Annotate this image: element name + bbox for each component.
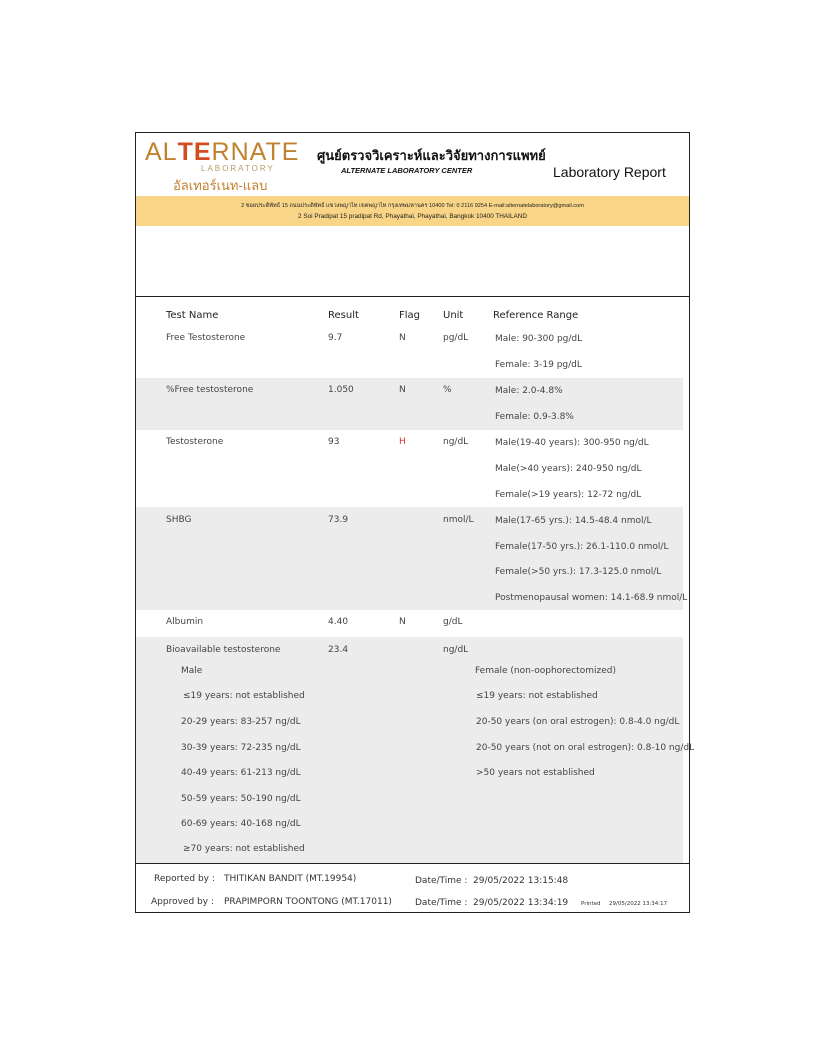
test-name: Bioavailable testosterone [166, 645, 281, 655]
male-reference-item: ≤19 years: not established [183, 691, 305, 701]
table-row [136, 610, 683, 637]
reference-range-item: Female(>50 yrs.): 17.3-125.0 nmol/L [495, 567, 662, 577]
reference-range-item: Female: 3-19 pg/dL [495, 360, 582, 370]
test-flag-high: H [399, 437, 406, 447]
test-name: %Free testosterone [166, 385, 254, 395]
male-reference-item: 30-39 years: 72-235 ng/dL [181, 743, 301, 753]
reported-by-name: THITIKAN BANDIT (MT.19954) [224, 874, 357, 884]
reference-range-item: Male(17-65 yrs.): 14.5-48.4 nmol/L [495, 516, 652, 526]
test-flag: N [399, 617, 406, 627]
female-reference-item: >50 years not established [476, 768, 595, 778]
female-reference-item: ≤19 years: not established [476, 691, 598, 701]
approved-by-label: Approved by : [151, 897, 214, 907]
table-row [136, 378, 683, 430]
test-flag: N [399, 333, 406, 343]
table-row [136, 325, 683, 377]
test-unit: pg/dL [443, 333, 469, 343]
male-reference-item: 20-29 years: 83-257 ng/dL [181, 717, 301, 727]
test-flag: N [399, 385, 406, 395]
printed-label: Printed [581, 901, 601, 907]
column-reference-range: Reference Range [493, 310, 579, 321]
reference-range-item: Male: 90-300 pg/dL [495, 334, 583, 344]
female-reference-item: 20-50 years (not on oral estrogen): 0.8-10 ng/dL [476, 743, 695, 753]
reference-range-item: Female: 0.9-3.8% [495, 412, 574, 422]
male-reference-item: ≥70 years: not established [183, 844, 305, 854]
test-result: 23.4 [328, 645, 349, 655]
male-reference-title: Male [181, 666, 203, 676]
address-band [136, 196, 689, 226]
test-unit: % [443, 385, 452, 395]
logo-subtitle: LABORATORY [201, 164, 275, 173]
report-footer [136, 863, 689, 914]
report-header [136, 133, 689, 297]
test-result: 73.9 [328, 515, 349, 525]
test-result: 1.050 [328, 385, 354, 395]
logo-wordmark-accent: TE [177, 138, 212, 166]
female-reference-item: 20-50 years (on oral estrogen): 0.8-4.0 ng/dL [476, 717, 680, 727]
test-name: Albumin [166, 617, 204, 627]
approved-datetime: 29/05/2022 13:34:19 [473, 898, 569, 908]
test-result: 9.7 [328, 333, 343, 343]
test-unit: g/dL [443, 617, 463, 627]
test-unit: nmol/L [443, 515, 474, 525]
column-test-name: Test Name [166, 310, 219, 321]
test-unit: ng/dL [443, 645, 469, 655]
report-title: Laboratory Report [553, 164, 666, 180]
printed-datetime: 29/05/2022 13:34:17 [609, 901, 668, 907]
lab-report-page [135, 132, 695, 913]
reported-by-label: Reported by : [154, 874, 215, 884]
approved-datetime-label: Date/Time : [415, 898, 468, 908]
female-reference-title: Female (non-oophorectomized) [475, 666, 616, 676]
test-name: Free Testosterone [166, 333, 246, 343]
test-unit: ng/dL [443, 437, 469, 447]
reference-range-item: Male(19-40 years): 300-950 ng/dL [495, 438, 649, 448]
reported-datetime-label: Date/Time : [415, 876, 468, 886]
test-name: SHBG [166, 515, 192, 525]
center-name-thai: ศูนย์ตรวจวิเคราะห์และวิจัยทางการแพทย์ [317, 148, 546, 163]
table-row [136, 507, 688, 610]
table-row [136, 430, 683, 507]
reported-datetime: 29/05/2022 13:15:48 [473, 876, 569, 886]
logo-wordmark [145, 138, 299, 167]
logo-wordmark-prefix: AL [145, 138, 178, 166]
column-unit: Unit [443, 310, 464, 321]
test-result: 4.40 [328, 617, 349, 627]
lab-logo [145, 138, 310, 196]
logo-wordmark-suffix: RNATE [211, 138, 300, 166]
center-name-english: ALTERNATE LABORATORY CENTER [341, 166, 473, 175]
reference-range-item: Male: 2.0-4.8% [495, 386, 563, 396]
address-thai: 2 ซอยประดิพัทธ์ 15 ถนนประดิพัทธ์ แขวงพญาไท เขตพญาไท กรุงเทพมหานคร 10400 Tel: 0 2116 9254 E-mail:alternatelaboratory@gmail.com [241, 203, 584, 209]
reference-range-item: Female(>19 years): 12-72 ng/dL [495, 490, 642, 500]
male-reference-item: 60-69 years: 40-168 ng/dL [181, 819, 301, 829]
test-name: Testosterone [166, 437, 224, 447]
column-flag: Flag [399, 310, 421, 321]
male-reference-item: 40-49 years: 61-213 ng/dL [181, 768, 301, 778]
male-reference-item: 50-59 years: 50-190 ng/dL [181, 794, 301, 804]
column-result: Result [328, 310, 359, 321]
approved-by-name: PRAPIMPORN TOONTONG (MT.17011) [224, 897, 392, 907]
address-english: 2 Soi Pradipat 15 pradipat Rd, Phayathai, Phayathai, Bangkok 10400 THAILAND [297, 213, 528, 220]
test-result: 93 [328, 437, 340, 447]
reference-range-item: Male(>40 years): 240-950 ng/dL [495, 464, 642, 474]
logo-thai-name: อัลเทอร์เนท-แลบ [173, 178, 268, 193]
reference-range-item: Female(17-50 yrs.): 26.1-110.0 nmol/L [495, 542, 669, 552]
reference-range-item: Postmenopausal women: 14.1-68.9 nmol/L [495, 593, 688, 603]
table-row [136, 637, 695, 863]
